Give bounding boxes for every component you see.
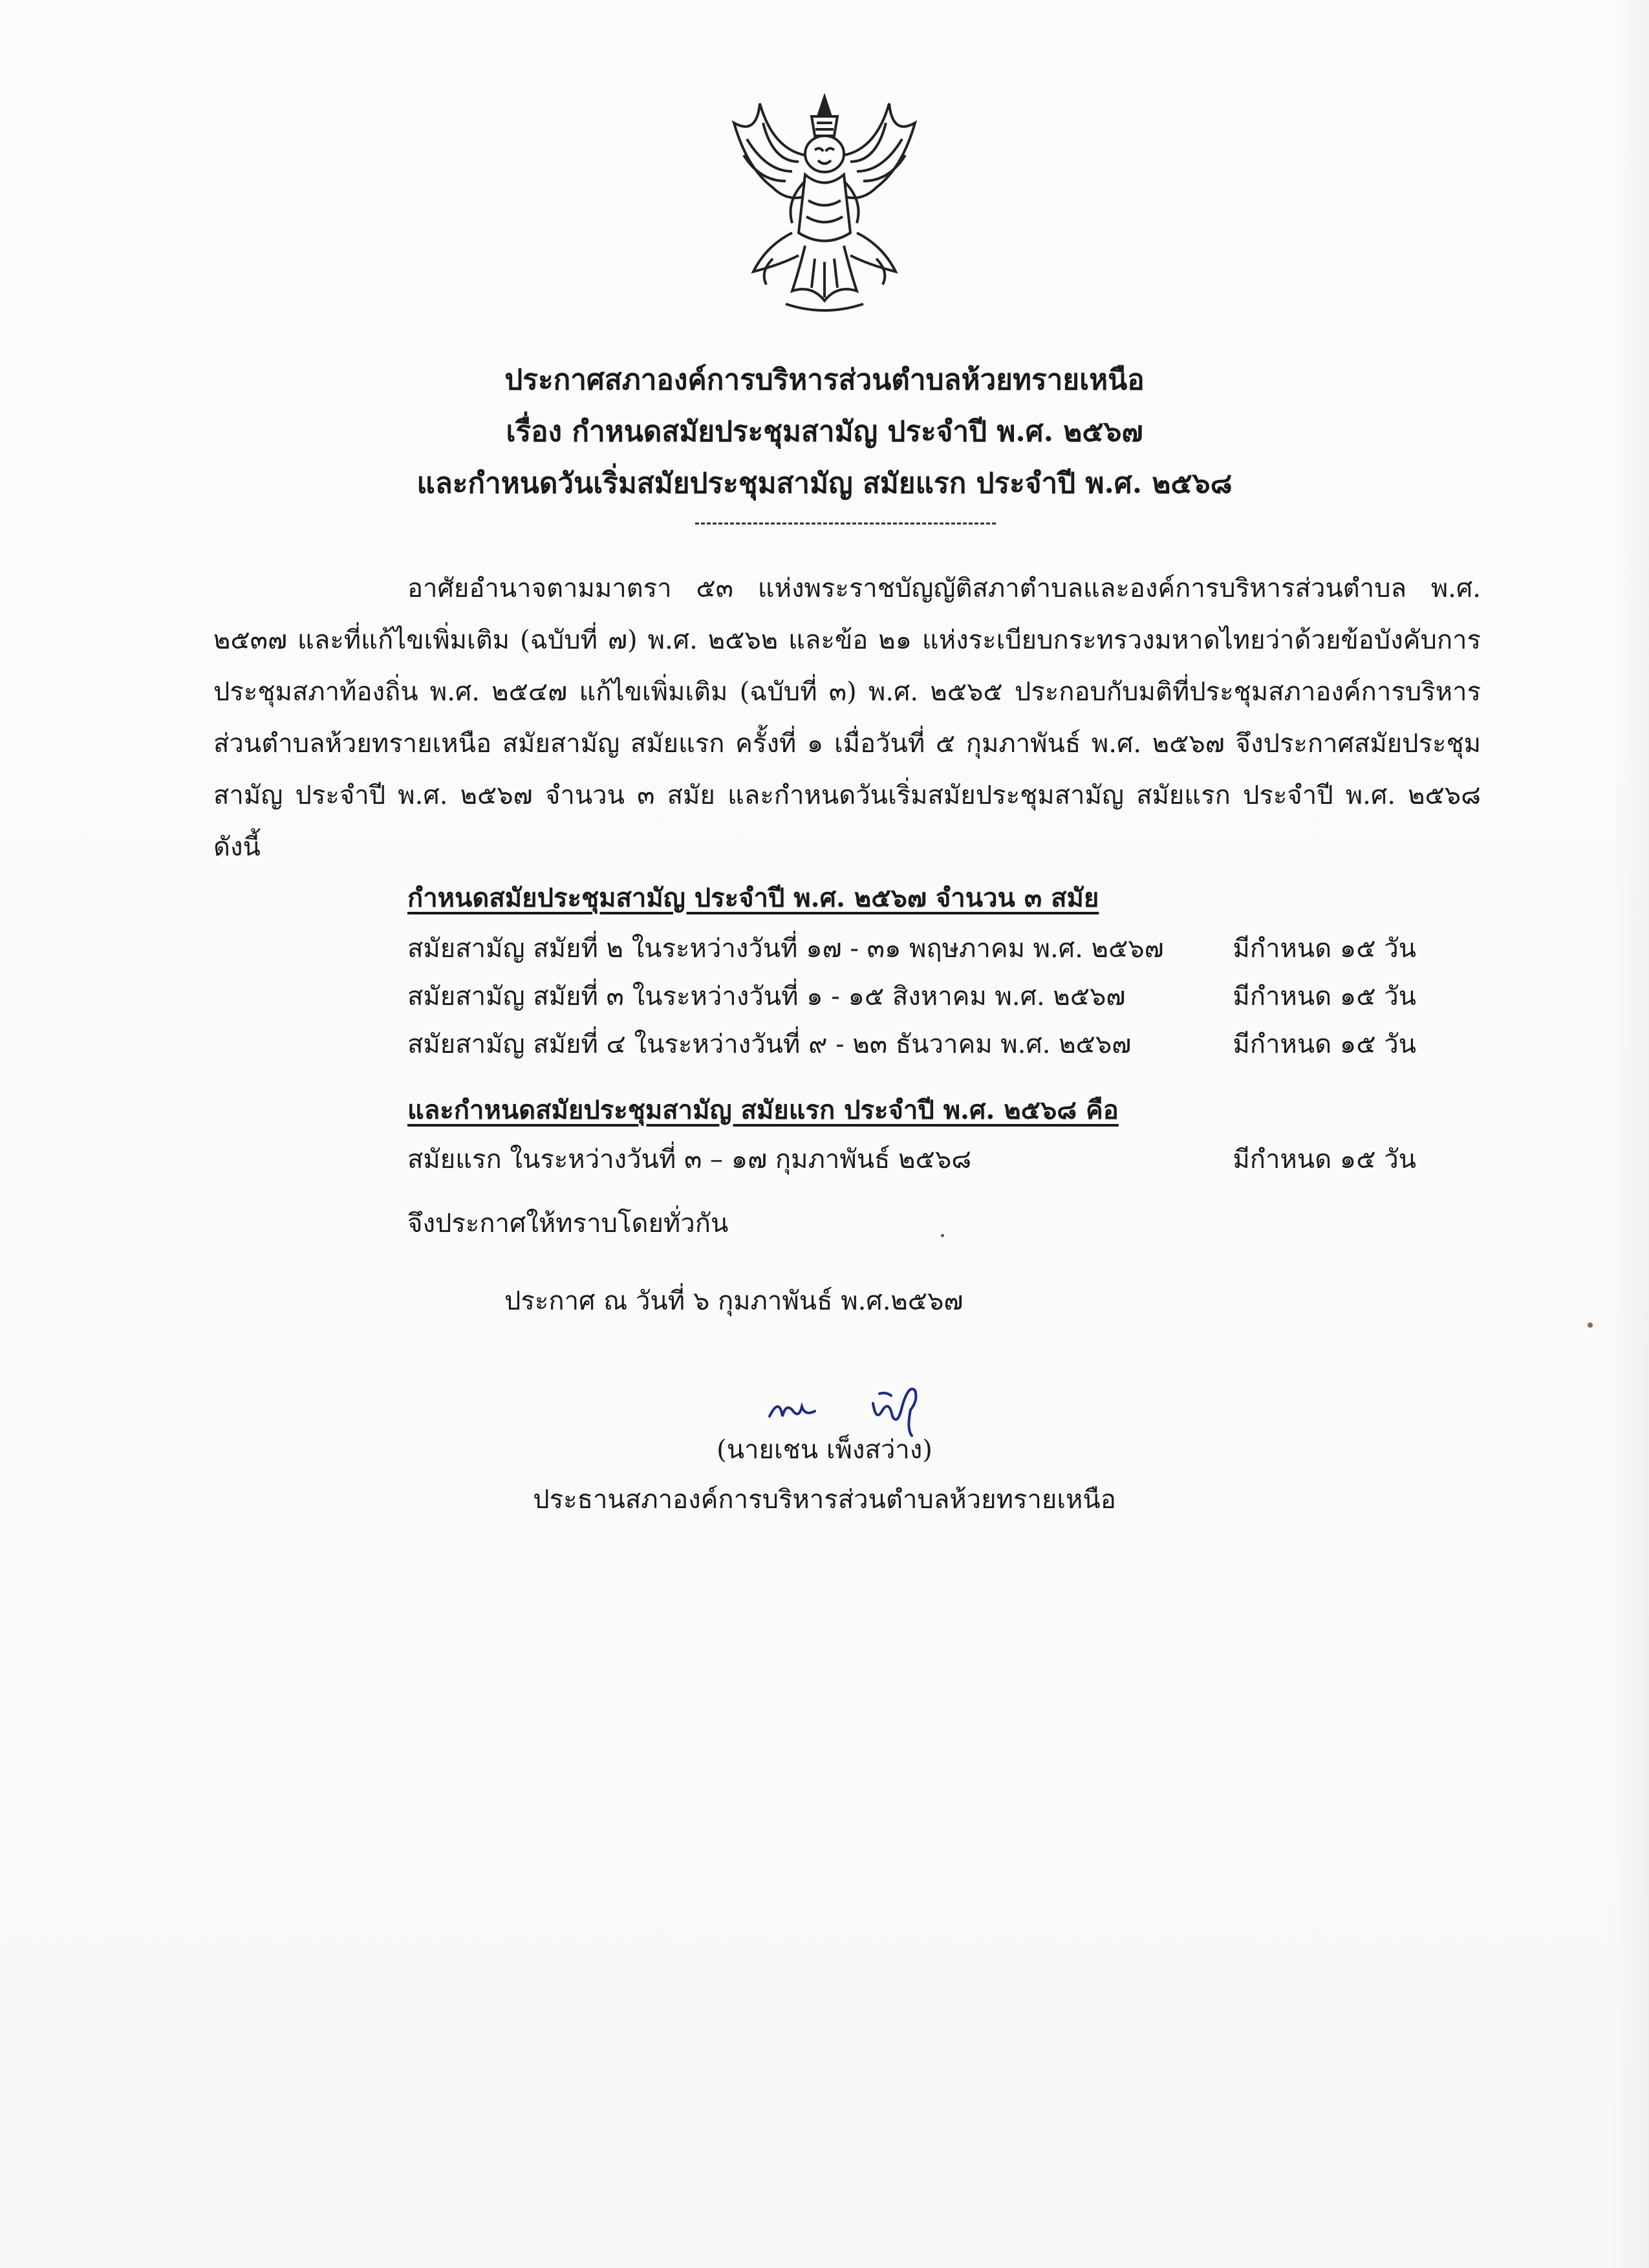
title-divider — [695, 523, 996, 524]
session-duration: มีกำหนด ๑๕ วัน — [1233, 1030, 1416, 1059]
session-row — [407, 925, 1416, 973]
doc-title-line-1: ประกาศสภาองค์การบริหารส่วนตำบลห้วยทรายเหนือ — [504, 363, 1145, 396]
scan-speck — [941, 1234, 944, 1237]
section1-heading: กำหนดสมัยประชุมสามัญ ประจำปี พ.ศ. ๒๕๖๗ จำนวน ๓ สมัย — [407, 883, 1099, 913]
session-row — [407, 1136, 1416, 1183]
date-line: ประกาศ ณ วันที่ ๖ กุมภาพันธ์ พ.ศ.๒๕๖๗ — [504, 1286, 964, 1316]
signer-title: ประธานสภาองค์การบริหารส่วนตำบลห้วยทรายเหนือ — [533, 1485, 1116, 1515]
scan-edge-shadow — [1610, 0, 1649, 2268]
session-desc: สมัยสามัญ สมัยที่ ๓ ในระหว่างวันที่ ๑ - ๑๕ สิงหาคม พ.ศ. ๒๕๖๗ — [407, 982, 1126, 1011]
session-duration: มีกำหนด ๑๕ วัน — [1233, 982, 1416, 1011]
signer-name: (นายเชน เพ็งสว่าง) — [717, 1435, 932, 1465]
body-paragraph: อาศัยอำนาจตามมาตรา ๕๓ แห่งพระราชบัญญัติสภาตำบลและองค์การบริหารส่วนตำบล พ.ศ. ๒๕๓๗ และที่แก้ไขเพิ่มเติม (ฉบับที่ ๗) พ.ศ. ๒๕๖๒ และข้อ ๒๑ แห่งระเบียบกระทรวงมหาดไทยว่าด้วยข้อบังคับการประชุมสภาท้องถิ่น พ.ศ. ๒๕๔๗ แก้ไขเพิ่มเติม (ฉบับที่ ๓) พ.ศ. ๒๕๖๕ ประกอบกับมติที่ประชุมสภาองค์การบริหารส่วนตำบลห้วยทรายเหนือ สมัยสามัญ สมัยแรก ครั้งที่ ๑ เมื่อวันที่ ๕ กุมภาพันธ์ พ.ศ. ๒๕๖๗ จึงประกาศสมัยประชุมสามัญ ประจำปี พ.ศ. ๒๕๖๗ จำนวน ๓ สมัย และกำหนดวันเริ่มสมัยประชุมสามัญ สมัยแรก ประจำปี พ.ศ. ๒๕๖๘ ดังนี้ — [213, 574, 1481, 862]
body-text — [213, 563, 1481, 873]
doc-title-line-3: และกำหนดวันเริ่มสมัยประชุมสามัญ สมัยแรก ประจำปี พ.ศ. ๒๕๖๘ — [416, 467, 1233, 500]
garuda-emblem-icon — [695, 78, 954, 336]
session-desc: สมัยแรก ในระหว่างวันที่ ๓ – ๑๗ กุมภาพันธ์ ๒๕๖๘ — [407, 1145, 972, 1174]
closing-text: จึงประกาศให้ทราบโดยทั่วกัน — [407, 1209, 729, 1238]
session-desc: สมัยสามัญ สมัยที่ ๒ ในระหว่างวันที่ ๑๗ - ๓๑ พฤษภาคม พ.ศ. ๒๕๖๗ — [407, 934, 1164, 964]
session-duration: มีกำหนด ๑๕ วัน — [1233, 1145, 1416, 1174]
session-row — [407, 1021, 1416, 1068]
session-row — [407, 973, 1416, 1021]
doc-title-line-2: เรื่อง กำหนดสมัยประชุมสามัญ ประจำปี พ.ศ. ๒๕๖๗ — [506, 415, 1143, 448]
session-desc: สมัยสามัญ สมัยที่ ๔ ในระหว่างวันที่ ๙ - ๒๓ ธันวาคม พ.ศ. ๒๕๖๗ — [407, 1030, 1132, 1059]
session-duration: มีกำหนด ๑๕ วัน — [1233, 934, 1416, 964]
scan-speck — [1588, 1323, 1593, 1328]
section2-heading: และกำหนดสมัยประชุมสามัญ สมัยแรก ประจำปี พ.ศ. ๒๕๖๘ คือ — [407, 1095, 1119, 1125]
